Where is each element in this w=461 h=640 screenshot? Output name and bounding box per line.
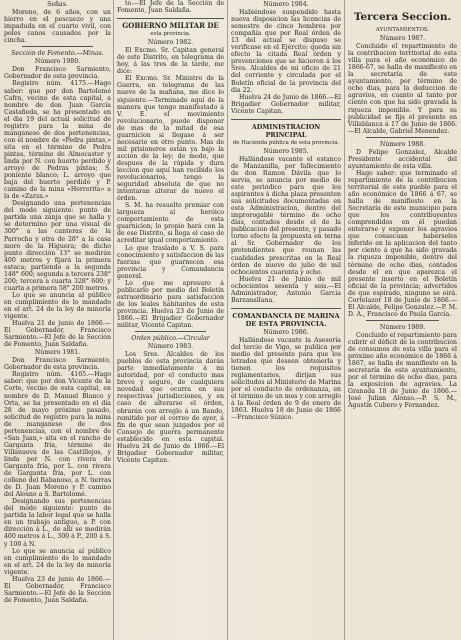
paragraph: Concluido el repartimiento de la contribucion territorial de esta villa para el año económico de 1866-67, se halla de manifiesto en la secretaría de este ayuntamiento, por término de ocho dias, para la deduccion de agravios, en cuanto al tanto por ciento con que ha sido gravada la riqueza imponible. Y para su publicidad se fija el presente en Villablanca á 17 de Junio de 1866.—El Alcalde, Gabriel Menendez. — [348, 43, 457, 135]
section-subheading: esta provincia. — [150, 31, 191, 38]
section-heading: COMANDANCIA DE MARINA DE ESTA PROVINCIA. — [232, 311, 340, 328]
notice-number: Número 1981. — [34, 349, 81, 357]
section-subheading: de Hacienda pública de esta provincia. — [232, 139, 340, 146]
paragraph: Huelva 21 de Junio de mil ochocientos sesenta y seis.—El Administrador, Antonio Garcia Barzanallana. — [231, 275, 341, 304]
paragraph: Designando una pertenencias del modo siguiente: punto de partida una zanja que se halla y se determino por una visual de 300° a las canteras de la Parrocha y otra de 28° a la casa moro de la Higuera; de dicho punto dirección 13° se medirán 400 metros y fijará la primera estaca; partiendo a la segunda 148° 600; segunda a tercera 238° 200; tercera a cuarta 328° 600; y cuarta a primera 58° 200 metros. — [4, 200, 111, 292]
section-subheading: AYUNTAMIENTOS. — [375, 27, 430, 33]
notice-number: Número 1986. — [263, 328, 309, 336]
paragraph: Huelva 21 de junio de 1866.—El Gobernador, Francisco Sarmiento.—El Jefe de la Sección de Fomento, Juan Saldaña. — [4, 320, 111, 349]
paragraph: Lo que se anuncia al público en cumplimiento de lo mandado en el art. 24 de la ley de minería vigente. — [4, 291, 111, 321]
notice-number: Número 1984. — [263, 1, 309, 8]
paragraph: Moreno, de 6 años, con un hierro en el pescuezo y una impaduda en el cuarto vivil, con poles canos causados por la cincha. — [4, 9, 111, 45]
column-3 — [231, 0, 341, 640]
paragraph: Hallándose vacante el estanco de Manzanilla, por fallecimiento de don Ramon Dávila que lo servia, se anuncia por medio de este periódico para que los aspirantes á dicha plaza presenten sus solicitudes documentadas en esta Administracion, dentro del improrogable término de ocho días, contados desde el de la publicacion del presente, y pasado torno efecto la propuesta en terna al Sr. Gobernador de los pretendientes que reunan las cualidades prescritas en la Real órden de nueve de julio de mil ochocientos cuarenta y ocho. — [231, 155, 341, 276]
paragraph: El Excmo. Sr. Ministro de la Guerra, en telegrama de las nueve de la mañana, me dice lo siguiente.—Terminado aquí de la manera que tengo manifestado á V. E. el movimiento revolucionario, puede disponer de mas de la mitad de esa guarnicion si llegase á ser necesario en otro punto. Mas de mil prisioneros están ya bajo la accion de la ley; de modo, que despues de la rápida y dura leccion que aquí han recibido los revolucionarios, tengo la seguridad absoluta de que no intentaran alterar de nuevo el órden. — [117, 75, 224, 203]
paragraph: Habiéndose suspendido hasta nueva disposicion las licencias de semestre de cinco hombres por compañía que por Real órden de 13 del actual se dispuso se verificase en el Ejército; queda sin efecto la citada Real órden y prevenciones que se hicieron á los Sres. Alcaldes de mi oficio de 21 del corriente y circulada por el Boletín oficial de la provincia del dia 22. — [231, 9, 341, 94]
column-rule — [344, 0, 345, 640]
paragraph: D Felipe Gonzalez, Alcalde Presidente accidental del ayuntamiento de esta villa. — [348, 148, 457, 170]
divider — [22, 46, 93, 47]
paragraph: Hallándose vacante la Asesoría del tercio de Vigo, se publica por medio del presente para que los letrados que deseen obtenerla y tienen los requisitos reglamentarios, dirijan sus solicitudes al Ministerio de Marina por el conducto de ordenanza, en el término de un mes y con arreglo á la Real órden de 9 de enero de 1863. Huelva 18 de Junio de 1866—Francisco Súnico. — [231, 336, 341, 422]
divider — [135, 331, 206, 332]
column-1 — [4, 0, 111, 640]
paragraph: Don Francisco Sarmiento, Gobernador de esta provincia. — [4, 357, 111, 372]
paragraph: to.—El Jefe de la Sección de Fomento, Juan Saldaña. — [117, 0, 224, 15]
section-heading: ADMINISTRACION PRINCIPAL — [251, 122, 321, 139]
divider — [366, 137, 439, 138]
notice-number: Número 1987. — [379, 35, 426, 43]
paragraph: Registro núm. 4165.—Hago saber: que por don Vicente de la Corte, vecino de esta capital, en nombre de D. Manuel Blanco y Orta, se ha presentado en el dia 28 de mayo próximo pasado, solicitud de registro para la mina de manganeso de dos pertenencias, con el nombre de «San Juan,» sita en el rancho de Garganta fría, término de Villanueva de las Castillejos, y linda por N. con rivera de Garganta fría, por L. con rivera de Garganta fría, por L. con colleno del Rabanoso, a N. tierras de D. Juan Moreno y P. camino del Alosno a S. Bartolomé. — [4, 371, 111, 499]
notice-number: Número 1985. — [263, 147, 309, 155]
section-label: Señas. — [47, 1, 68, 8]
notice-number: Número 1980. — [34, 58, 81, 66]
paragraph: Registro núm. 4175.—Hago saber: que por don Bartolomé Cafra, vecino de esta capital, a nombre de don Juan García Castañeda, se ha presentado en el dia 19 del actual solicitud de registro para la mina de manganeso de dos pertenencias, con el nombre de «Pedra pintas,» sita en el término de Pedra pintas, término de Almocaster y linda por N. con huerto perdido y arroyo de Pedras pintas; S. poniente blanco; L. arroyo que baja del huerto perdido y P. camino de la mina «Herrerita» a la de «Zarza.» — [4, 80, 111, 201]
column-2 — [117, 0, 224, 640]
column-rule — [113, 0, 114, 640]
paragraph: Lo que me apresuro á publicarlo por medio del Boletín extraordinario para satisfaccion de los leales habitantes de esta provincia. Huelva 23 de Junio de 1866.—El Brigadier Gobernador militar, Vicente Capitan. — [117, 279, 224, 330]
paragraph: Huelva 24 de Junio de 1866.—El Brigadier Gobernador militar, Vicente Capitan. — [231, 93, 341, 115]
notice-number: Número 1989. — [379, 323, 426, 331]
notice-number: Número 1982. — [147, 39, 194, 47]
column-4 — [348, 0, 457, 640]
paragraph: Designando sus pertenencias del modo siguiente: punto de partida la labor legal que se halla en un trabajo antiguo, a P. con dirección á L., de allí se medirán 400 metros á L., 300 á P., 200 á S. y 100 á N. — [4, 498, 111, 548]
divider — [117, 18, 224, 19]
section-heading: Sección de Fomento.—Minas. — [11, 50, 104, 58]
paragraph: Concluido el repartimiento para cubrir el déficit de la contribucion de consumos de esta villa para el próximo año económico de 1866 á 1867, se halla de manifiesto en la secretaría de este ayuntamiento, por el término de ocho dias, para la exposicion de agravios. La Granada 18 de Junio de 1866.—José Julian Alonso.—P. S. M., Agustin Cubero y Fernandez. — [348, 331, 457, 410]
paragraph: Los Sres. Alcaldes de los pueblos de esta provincia darán parte inmediatamente á mi autoridad, por el conducto mas breve y seguro, de cualquiera novedad que ocurra en sus respectivas jurisdicciones, y en caso de alterarse el órden, obrarán con arreglo á un Bando, remitido por el correo de ayer, á fin de que sean juzgados por el Consejo de guerra permanente establecido en esta capital. Huelva 24 de Junio de 1866.—El Brigadier Gobernador militar, Vicente Capitan. — [117, 351, 224, 464]
paragraph: Huelva 23 de junio de 1866.—El Gobernador, Francisco Sarmiento.—El Jefe de la Sección de Fomento, Juan Saldaña. — [4, 575, 111, 604]
paragraph: Don Francisco Sarmiento, Gobernador de esta provincia. — [4, 66, 111, 81]
divider — [231, 308, 341, 309]
paragraph: Hago saber: que terminado el repartimiento de la contribucion territorial de este pueblo para el año económico de 1866 á 67, se halla de manifiesto en la Secretaría de este municipio para que los contribuyentes comprendidos en él puedan enterarse y exponer los agravios que consecuan haberseles inferido en la aplicacion del tanto por ciento á que ha sido gravada la riqueza imponible, dentro del término de ocho dias, contados desde el en que aparezca el presente inserto en el Boletín oficial de la provincia; advertidos de que espirado, ninguno se oirá. Cortelazor 18 de Junio de 1866.—El Alcalde, Felipe Gonzalez.—P. M. D. A., Francisco de Paula García. — [348, 169, 457, 318]
divider — [231, 119, 341, 120]
section-title: Tercera Seccion. — [353, 11, 452, 23]
paragraph: Lo que se anuncia al público en cumplimiento de lo mandado en el art. 24 de la ley de minería vigente. — [4, 547, 111, 576]
paragraph: Lo que traslado a V. S. para conocimiento y satisfaccion de las fuerzas que guarnecen esa provincia y Comandancia general. — [117, 244, 224, 280]
section-heading: Orden público.—Circular — [131, 335, 210, 343]
paragraph: El Excmo. Sr. Capitan general de este Distrito, en telegrama de hoy, á las tres de la tarde, me dice: — [117, 47, 224, 76]
divider — [366, 320, 439, 321]
notice-number: Número 1983. — [147, 343, 194, 351]
paragraph: S. M. ha resuelto premiar con largueza al heróico comportamiento de esta guarnicion; lo propio hará con la de ese Distrito, si llega el caso de acreditar igual comportamiento. — [117, 202, 224, 245]
column-rule — [227, 0, 228, 640]
section-heading: GOBIERNO MILITAR DE — [122, 21, 219, 31]
notice-number: Número 1988. — [379, 140, 426, 148]
